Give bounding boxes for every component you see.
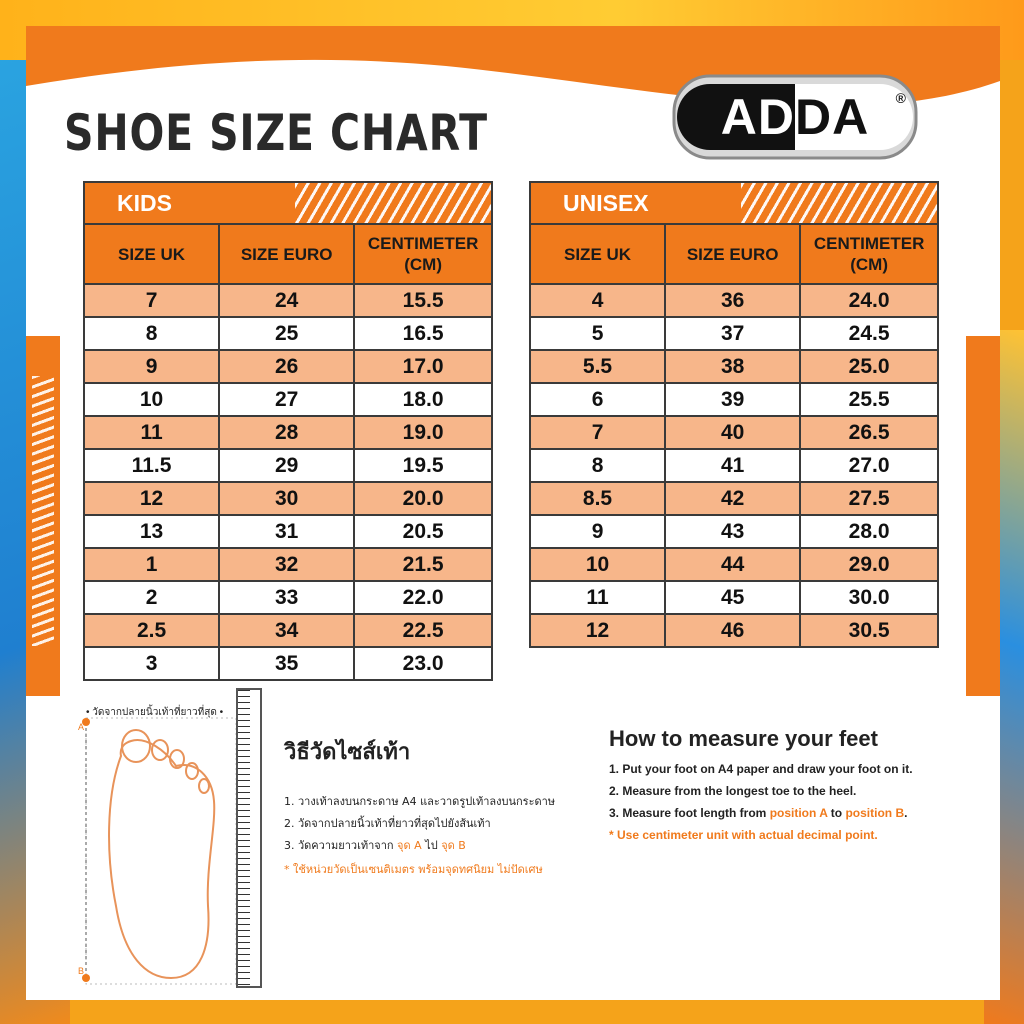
col-size-uk: SIZE UK [84, 224, 219, 284]
centimeter-cell: 30.0 [800, 581, 938, 614]
thai-step-2: 2. วัดจากปลายนิ้วเท้าที่ยาวที่สุดไปยังส้นเท้า [284, 817, 491, 830]
unisex-section-label [530, 182, 938, 224]
size-uk-cell: 4 [530, 284, 665, 317]
point-a-label: A [78, 722, 85, 732]
size-euro-cell: 36 [665, 284, 800, 317]
table-row [84, 614, 492, 647]
english-step-1: 1. Put your foot on A4 paper and draw your foot on it. [609, 762, 913, 776]
left-stripes [32, 376, 54, 646]
thai-title: วิธีวัดไซส์เท้า [284, 740, 411, 765]
centimeter-cell: 29.0 [800, 548, 938, 581]
unisex-section-header [530, 182, 938, 224]
header-hatch [295, 183, 491, 223]
size-euro-cell: 41 [665, 449, 800, 482]
size-euro-cell: 35 [219, 647, 354, 680]
size-uk-cell: 10 [530, 548, 665, 581]
thai-point-a: จุด A [397, 839, 422, 852]
table-row [530, 482, 938, 515]
size-euro-cell: 45 [665, 581, 800, 614]
table-row [84, 383, 492, 416]
centimeter-cell: 21.5 [354, 548, 492, 581]
table-row [84, 350, 492, 383]
centimeter-cell: 16.5 [354, 317, 492, 350]
size-uk-cell: 2 [84, 581, 219, 614]
size-uk-cell: 11 [530, 581, 665, 614]
size-euro-cell: 42 [665, 482, 800, 515]
size-euro-cell: 33 [219, 581, 354, 614]
ruler-ticks [238, 690, 250, 986]
table-row [84, 449, 492, 482]
size-uk-cell: 5 [530, 317, 665, 350]
centimeter-cell: 20.5 [354, 515, 492, 548]
size-uk-cell: 2.5 [84, 614, 219, 647]
table-row [84, 482, 492, 515]
size-uk-cell: 11.5 [84, 449, 219, 482]
centimeter-cell: 24.5 [800, 317, 938, 350]
table-row [530, 515, 938, 548]
size-euro-cell: 28 [219, 416, 354, 449]
centimeter-cell: 27.5 [800, 482, 938, 515]
kids-label-text: KIDS [117, 189, 172, 216]
size-chart-card [26, 26, 1000, 1000]
size-euro-cell: 39 [665, 383, 800, 416]
centimeter-cell: 30.5 [800, 614, 938, 647]
size-euro-cell: 40 [665, 416, 800, 449]
centimeter-cell: 27.0 [800, 449, 938, 482]
measure-section [26, 686, 1000, 1000]
kids-section-header [84, 182, 492, 224]
col-centimeter: CENTIMETER (CM) [354, 224, 492, 284]
right-accent-strip [966, 336, 1000, 696]
foot-outline-icon [76, 716, 256, 986]
size-uk-cell: 5.5 [530, 350, 665, 383]
col-size-euro: SIZE EURO [665, 224, 800, 284]
table-row [530, 284, 938, 317]
ruler-icon [236, 688, 262, 988]
brand-name-right: DA [795, 89, 870, 145]
centimeter-cell: 19.5 [354, 449, 492, 482]
unisex-column-headers [530, 224, 938, 284]
centimeter-cell: 22.0 [354, 581, 492, 614]
size-euro-cell: 30 [219, 482, 354, 515]
page-title: SHOE SIZE CHART [64, 104, 488, 162]
centimeter-cell: 20.0 [354, 482, 492, 515]
size-uk-cell: 9 [84, 350, 219, 383]
size-euro-cell: 27 [219, 383, 354, 416]
size-euro-cell: 32 [219, 548, 354, 581]
size-euro-cell: 26 [219, 350, 354, 383]
thai-point-b: จุด B [441, 839, 466, 852]
size-uk-cell: 7 [84, 284, 219, 317]
size-euro-cell: 46 [665, 614, 800, 647]
size-uk-cell: 12 [84, 482, 219, 515]
col-centimeter: CENTIMETER (CM) [800, 224, 938, 284]
english-note: * Use centimeter unit with actual decimal point. [609, 828, 878, 842]
centimeter-cell: 25.0 [800, 350, 938, 383]
english-step-3-mid: to [827, 806, 846, 820]
size-uk-cell: 12 [530, 614, 665, 647]
english-step-3-prefix: 3. Measure foot length from [609, 806, 770, 820]
thai-step-3-prefix: 3. วัดความยาวเท้าจาก [284, 839, 398, 852]
table-row [530, 350, 938, 383]
diagram-caption: • วัดจากปลายนิ้วเท้าที่ยาวที่สุด • [86, 707, 224, 718]
centimeter-cell: 24.0 [800, 284, 938, 317]
table-row [530, 581, 938, 614]
centimeter-cell: 15.5 [354, 284, 492, 317]
header-hatch [741, 183, 937, 223]
thai-note: * ใช้หน่วยวัดเป็นเซนติเมตร พร้อมจุดทศนิยม ไม่ปัดเศษ [284, 863, 543, 876]
thai-step-3-mid: ไป [421, 839, 442, 852]
col-size-uk: SIZE UK [530, 224, 665, 284]
registered-mark: ® [895, 90, 906, 106]
col-size-euro: SIZE EURO [219, 224, 354, 284]
kids-rows [84, 284, 492, 680]
centimeter-cell: 18.0 [354, 383, 492, 416]
thai-step-3 [284, 836, 466, 854]
table-row [84, 647, 492, 680]
table-row [84, 284, 492, 317]
size-uk-cell: 13 [84, 515, 219, 548]
size-euro-cell: 24 [219, 284, 354, 317]
table-row [530, 317, 938, 350]
size-euro-cell: 29 [219, 449, 354, 482]
table-row [84, 416, 492, 449]
kids-column-headers [84, 224, 492, 284]
english-step-3 [609, 806, 907, 820]
table-row [530, 383, 938, 416]
thai-step-1: 1. วางเท้าลงบนกระดาษ A4 และวาดรูปเท้าลงบนกระดาษ [284, 795, 556, 808]
unisex-size-table [529, 181, 939, 648]
table-row [530, 548, 938, 581]
table-row [530, 449, 938, 482]
table-row [84, 515, 492, 548]
size-uk-cell: 8.5 [530, 482, 665, 515]
left-accent-strip [26, 336, 60, 696]
size-euro-cell: 37 [665, 317, 800, 350]
size-uk-cell: 8 [530, 449, 665, 482]
centimeter-cell: 22.5 [354, 614, 492, 647]
kids-section-label [84, 182, 492, 224]
kids-size-table [83, 181, 493, 681]
brand-logo [670, 72, 920, 162]
centimeter-cell: 26.5 [800, 416, 938, 449]
size-euro-cell: 34 [219, 614, 354, 647]
english-point-a: position A [769, 806, 828, 820]
size-uk-cell: 8 [84, 317, 219, 350]
english-step-3-end: . [904, 806, 908, 820]
size-euro-cell: 31 [219, 515, 354, 548]
english-point-b: position B [845, 806, 905, 820]
size-euro-cell: 38 [665, 350, 800, 383]
centimeter-cell: 19.0 [354, 416, 492, 449]
unisex-rows [530, 284, 938, 647]
size-euro-cell: 25 [219, 317, 354, 350]
size-uk-cell: 6 [530, 383, 665, 416]
size-euro-cell: 43 [665, 515, 800, 548]
english-step-2: 2. Measure from the longest toe to the heel. [609, 784, 857, 798]
unisex-label-text: UNISEX [563, 189, 649, 216]
size-uk-cell: 10 [84, 383, 219, 416]
size-uk-cell: 3 [84, 647, 219, 680]
centimeter-cell: 25.5 [800, 383, 938, 416]
size-uk-cell: 9 [530, 515, 665, 548]
size-uk-cell: 1 [84, 548, 219, 581]
centimeter-cell: 23.0 [354, 647, 492, 680]
table-row [530, 416, 938, 449]
table-row [84, 317, 492, 350]
point-b-label: B [78, 966, 85, 976]
english-title: How to measure your feet [609, 726, 878, 751]
size-uk-cell: 7 [530, 416, 665, 449]
centimeter-cell: 28.0 [800, 515, 938, 548]
brand-name-left: AD [720, 89, 795, 145]
brand-name [670, 88, 920, 146]
centimeter-cell: 17.0 [354, 350, 492, 383]
table-row [84, 581, 492, 614]
size-uk-cell: 11 [84, 416, 219, 449]
size-euro-cell: 44 [665, 548, 800, 581]
table-row [84, 548, 492, 581]
table-row [530, 614, 938, 647]
